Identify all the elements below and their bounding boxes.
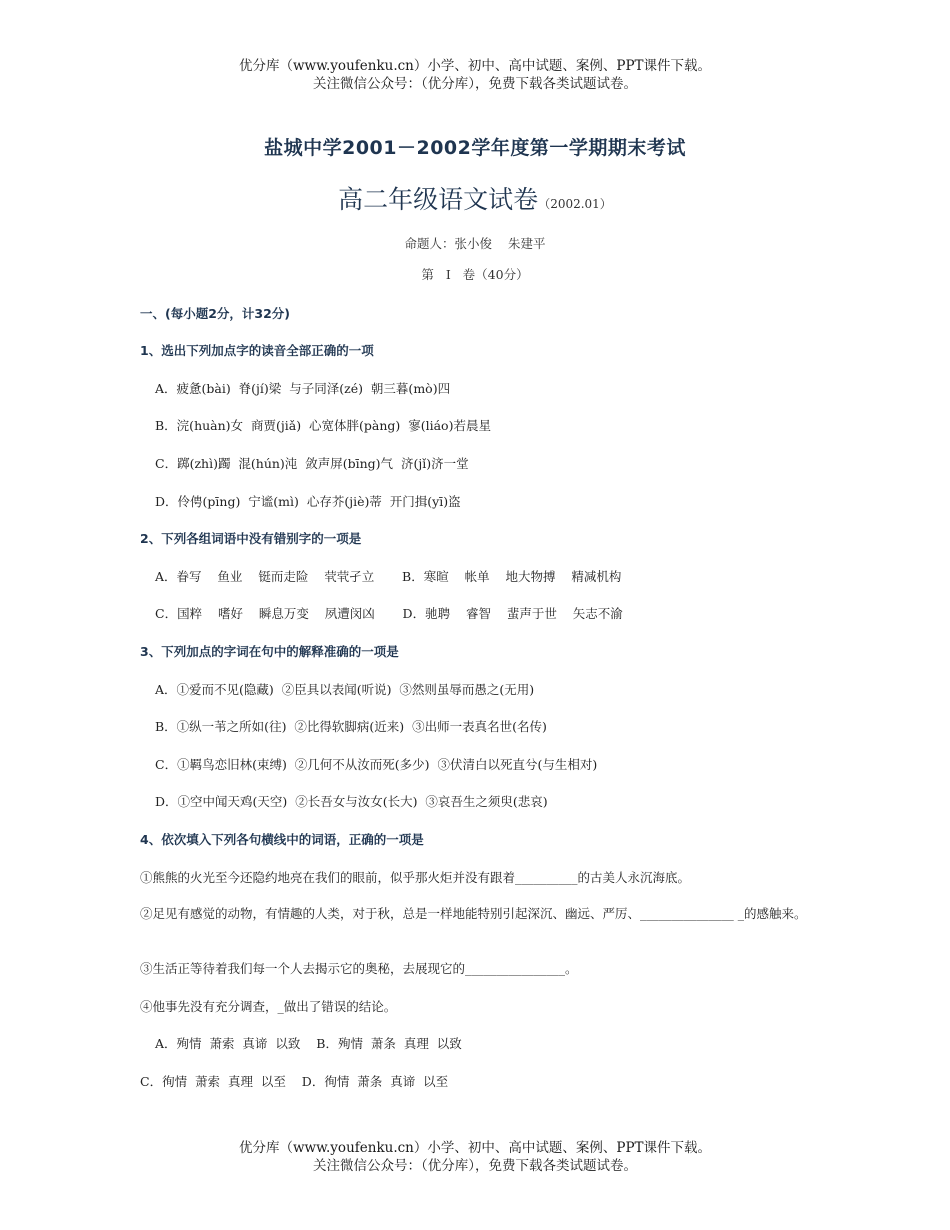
question-3-option-c: C．①羁鸟恋旧林(束缚) ②几何不从汝而死(多少) ③伏清白以死直兮(与生相对) (155, 757, 598, 772)
question-1-option-a: A．疲惫(bài) 脊(jí)梁 与子同泽(zé) 朝三暮(mò)四 (155, 381, 451, 396)
footer-line-1: 优分库（www.youfenku.cn）小学、初中、高中试题、案例、PPT课件下载。 (238, 1140, 712, 1156)
question-3-option-a: A．①爱而不见(隐藏) ②臣具以表闻(听说) ③然则虽辱而愚之(无用) (155, 682, 535, 697)
question-3-option-b: B．①纵一苇之所如(往) ②比得软脚病(近来) ③出师一表真名世(名传) (155, 719, 547, 734)
question-3-option-d: D．①空中闻天鸡(天空) ②长吾女与汝女(长大) ③哀吾生之须臾(悲哀) (155, 794, 548, 809)
volume-label: 第 Ⅰ 卷（40分） (421, 267, 529, 282)
question-1-stem: 1、选出下列加点字的读音全部正确的一项 (140, 343, 374, 358)
question-4-stem: 4、依次填入下列各句横线中的词语，正确的一项是 (140, 832, 424, 847)
header-line-1: 优分库（www.youfenku.cn）小学、初中、高中试题、案例、PPT课件下载。 (238, 58, 712, 74)
page-header (0, 57, 950, 93)
question-1-option-b: B．浣(huàn)女 商贾(jiǎ) 心宽体胖(pàng) 寥(liáo)若晨星 (155, 418, 491, 433)
exam-school-title: 盐城中学2001－2002学年度第一学期期末考试 (264, 137, 686, 159)
header-line-2: 关注微信公众号：（优分库），免费下载各类试题试卷。 (313, 76, 637, 92)
question-2-stem: 2、下列各组词语中没有错别字的一项是 (140, 531, 362, 546)
question-4-sentence-1: ①熊熊的火光至今还隐约地亮在我们的眼前，似乎那火炬并没有跟着__________的古美人永沉海底。 (140, 870, 691, 885)
footer-line-2: 关注微信公众号：（优分库），免费下载各类试题试卷。 (313, 1158, 637, 1174)
question-1-option-c: C．踯(zhì)躅 混(hún)沌 敛声屏(bīng)气 济(jǐ)济一堂 (155, 456, 469, 471)
page-footer (0, 1139, 950, 1175)
section-heading: 一、(每小题2分，计32分) (140, 306, 291, 321)
question-4-options-ab: A．殉情 萧索 真谛 以致 B．殉情 萧条 真理 以致 (155, 1036, 462, 1051)
question-4-sentence-3: ③生活正等待着我们每一个人去揭示它的奥秘，去展现它的________________。 (140, 961, 578, 976)
question-1-option-d: D．伶俜(pīng) 宁谧(mì) 心存芥(jiè)蒂 开门揖(yī)盗 (155, 494, 461, 509)
paper-title: 高二年级语文试卷 (338, 185, 539, 214)
question-4-sentence-4: ④他事先没有充分调查，_做出了错误的结论。 (140, 999, 397, 1014)
question-4-options-cd: C．徇情 萧索 真理 以至 D．徇情 萧条 真谛 以至 (140, 1074, 449, 1089)
question-3-stem: 3、下列加点的字词在句中的解释准确的一项是 (140, 644, 399, 659)
question-4-sentence-2: ②足见有感觉的动物，有情趣的人类，对于秋，总是一样地能特别引起深沉、幽远、严厉、_______________ _的感触来。 (140, 906, 807, 921)
question-2-options-cd: C．国粹 嗜好 瞬息万变 夙遭闵凶 D．驰聘 睿智 蜚声于世 矢志不渝 (155, 606, 623, 621)
question-2-options-ab: A．眷写 鱼业 铤而走险 茕茕孑立 B．寒暄 帐单 地大物搏 精减机构 (155, 569, 622, 584)
paper-date: （2002.01） (538, 197, 612, 211)
exam-paper-title (0, 180, 950, 216)
authors: 命题人：张小俊 朱建平 (404, 236, 546, 251)
